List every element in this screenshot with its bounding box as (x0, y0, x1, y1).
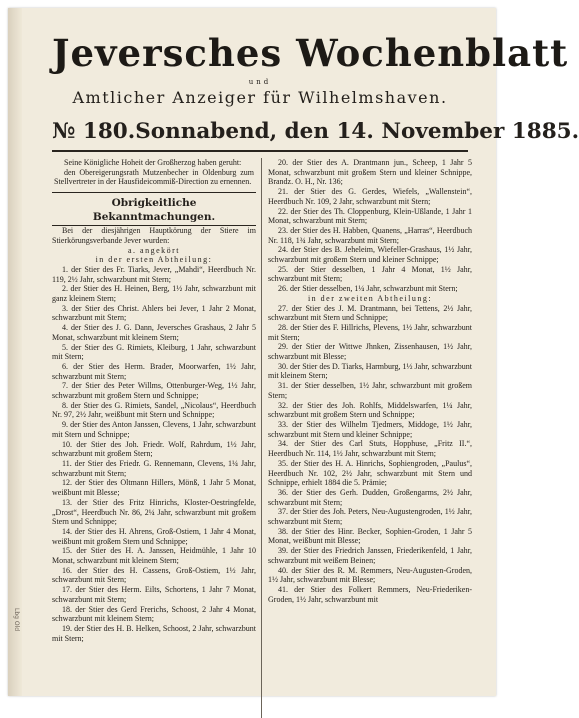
list-item: 21. der Stier des G. Gerdes, Wiefels, „Wallenstein“, Heerdbuch Nr. 109, 2 Jahr, schwarzbunt mit Stern; (268, 187, 472, 206)
notice-paragraph: Seine Königliche Hoheit der Großherzog haben geruht: (64, 158, 242, 167)
list-item: 8. der Stier des G. Rimiets, Sandel, „Nicolaus“, Heerdbuch Nr. 97, 2½ Jahr, weißbunt mit Stern und Schnippe; (52, 400, 256, 420)
list-item: 23. der Stier des H. Habben, Quanens, „Harras“, Heerdbuch Nr. 118, 1¾ Jahr, schwarzbunt mit Stern; (268, 225, 472, 245)
list-item: 17. der Stier des Herm. Eilts, Schortens, 1 Jahr 7 Monat, schwarzbunt mit Stern; (52, 585, 256, 604)
list-item: 3. der Stier des Christ. Ahlers bei Jever, 1 Jahr 2 Monat, schwarzbunt mit Stern; (52, 303, 256, 323)
subheading: in der ersten Abtheilung: (95, 255, 213, 265)
list-item: 31. der Stier desselben, 1½ Jahr, schwarzbunt mit großem Stern; (268, 381, 472, 400)
list-item: 41. der Stier des Folkert Remmers, Neu-Friederiken-Groden, 1½ Jahr, schwarzbunt mit (268, 584, 472, 604)
list-item: 18. der Stier des Gerd Frerichs, Schoost, 2 Jahr 4 Monat, schwarzbunt mit kleinem Stern; (52, 604, 256, 624)
section-title: Obrigkeitliche Bekanntmachungen. (52, 196, 256, 226)
list-item: 24. der Stier des B. Jeheleim, Wiefeller-Grashaus, 1½ Jahr, schwarzbunt mit großem Stern und kleiner Schnippe; (268, 245, 472, 265)
left-item-list (52, 265, 256, 643)
list-item: 35. der Stier des H. A. Hinrichs, Sophiengroden, „Paulus“, Heerdbuch Nr. 102, 2½ Jahr, schwarzbunt mit Stern und Schnippe, erhielt 1884 die 5. Prämie; (268, 458, 472, 488)
list-item: 34. der Stier des Carl Stuts, Hopphuse, „Fritz II.“, Heerdbuch Nr. 114, 1½ Jahr, schwarzbunt mit Stern; (268, 439, 472, 459)
list-item: 36. der Stier des Gerh. Dudden, Großengarms, 2½ Jahr, schwarzbunt mit Stern; (268, 487, 472, 507)
text-columns (52, 158, 472, 718)
list-item: 39. der Stier des Friedrich Janssen, Friederikenfeld, 1 Jahr, schwarzbunt mit weißem Beinen; (268, 546, 472, 565)
list-item: 15. der Stier des H. A. Janssen, Heidmühle, 1 Jahr 10 Monat, schwarzbunt mit kleinem Stern; (52, 546, 256, 566)
list-item: 26. der Stier desselben, 1¼ Jahr, schwarzbunt mit Stern; (278, 284, 458, 294)
masthead-subtitle: Amtlicher Anzeiger für Wilhelmshaven. (72, 88, 448, 107)
binding-edge (8, 8, 22, 696)
subheading: in der zweiten Abtheilung: (307, 293, 433, 303)
list-item: 19. der Stier des H. B. Helken, Schoost, 2 Jahr, schwarzbunt mit Stern; (52, 623, 256, 643)
list-item: 2. der Stier des H. Heinen, Berg, 1½ Jahr, schwarzbunt mit ganz kleinem Stern; (52, 284, 256, 304)
list-item: 13. der Stier des Fritz Hinrichs, Kloster-Oestringfelde, „Drost“, Heerdbuch Nr. 86, 2¼ Jahr, schwarzbunt mit großem Stern und Schnippe; (52, 497, 256, 527)
list-item: 25. der Stier desselben, 1 Jahr 4 Monat, 1½ Jahr, schwarzbunt mit Stern; (268, 264, 472, 284)
list-item: 5. der Stier des G. Rimiets, Kleiburg, 1 Jahr, schwarzbunt mit Stern; (52, 342, 256, 362)
list-item: 29. der Stier der Wittwe Jhnken, Zissenhausen, 1½ Jahr, schwarzbunt mit Blesse; (268, 342, 472, 362)
library-stamp: Lbg Old (13, 608, 20, 632)
list-item: 6. der Stier des Herm. Brader, Moorwarfen, 1½ Jahr, schwarzbunt mit Stern; (52, 361, 256, 381)
section-rule (52, 190, 256, 193)
list-item: 20. der Stier des A. Drantmann jun., Scheep, 1 Jahr 5 Monat, schwarzbunt mit großem Stern und kleiner Schnippe, Brandz. O. H., Nr. 136; (268, 158, 472, 187)
issue-date: Sonnabend, den 14. November 1885. (135, 118, 579, 144)
column-divider (261, 158, 262, 718)
list-item: 14. der Stier des H. Ahrens, Groß-Ostiem, 1 Jahr 4 Monat, weißbunt mit großem Stern und Schnippe; (52, 526, 256, 546)
list-item: 28. der Stier des F. Hillrichs, Plevens, 1½ Jahr, schwarzbunt mit Stern; (268, 322, 472, 342)
list-item: 7. der Stier des Peter Willms, Ottenburger-Weg, 1½ Jahr, schwarzbunt mit großem Stern und Schnippe; (52, 381, 256, 401)
section-intro: Bei der diesjährigen Hauptkörung der Stiere im Stierkörungsverbande Jever wurden: (52, 226, 256, 245)
list-item: 4. der Stier des J. G. Dann, Jeversches Grashaus, 2 Jahr 5 Monat, schwarzbunt mit kleinem Stern; (52, 323, 256, 342)
list-item: 33. der Stier des Wilhelm Tjedmers, Middoge, 1½ Jahr, schwarzbunt mit Stern und kleiner Schnippe; (268, 419, 472, 439)
list-item: 9. der Stier des Anton Janssen, Clevens, 1 Jahr, schwarzbunt mit Stern und Schnippe; (52, 420, 256, 439)
right-column (268, 158, 472, 718)
list-item: 16. der Stier des H. Cassens, Groß-Ostiem, 1½ Jahr, schwarzbunt mit Stern; (52, 565, 256, 585)
left-column (52, 158, 256, 718)
issue-number: № 180. (52, 118, 136, 144)
list-item: 27. der Stier des J. M. Drantmann, bei Tettens, 2½ Jahr, schwarzbunt mit Stern und Schnippe; (268, 303, 472, 323)
masthead-und: und (248, 78, 272, 86)
list-item: 37. der Stier des Joh. Peters, Neu-Augustengroden, 1½ Jahr, schwarzbunt mit Stern; (268, 507, 472, 527)
list-item: 40. der Stier des R. M. Remmers, Neu-Augusten-Groden, 1½ Jahr, schwarzbunt mit Blesse; (268, 565, 472, 585)
page-content (52, 30, 579, 718)
notice-paragraph: den Obereigerungsrath Mutzenbecher in Oldenburg zum Stellvertreter in der Hausfideicommiß-Direction zu ernennen. (54, 167, 254, 187)
newspaper-page (8, 8, 579, 696)
list-item: 22. der Stier des Th. Cloppenburg, Klein-Ußlande, 1 Jahr 1 Monat, schwarzbunt mit Stern; (268, 206, 472, 226)
list-item: 12. der Stier des Oltmann Hillers, Mönß, 1 Jahr 5 Monat, weißbunt mit Blesse; (52, 478, 256, 498)
court-notice (52, 158, 256, 187)
list-item: 32. der Stier des Joh. Rohlfs, Middelswarfen, 1¼ Jahr, schwarzbunt mit großem Stern und Schnippe; (268, 400, 472, 420)
subheading: a. angekört (127, 245, 181, 255)
list-item: 10. der Stier des Joh. Friedr. Wolf, Rahrdum, 1½ Jahr, schwarzbunt mit großem Stern; (52, 439, 256, 459)
masthead-title: Jeversches Wochenblatt (52, 31, 569, 75)
right-item-list-2 (268, 304, 472, 605)
issue-line (52, 112, 579, 152)
list-item: 30. der Stier des D. Tiarks, Harmburg, 1½ Jahr, schwarzbunt mit kleinem Stern; (268, 361, 472, 381)
list-item: 11. der Stier des Friedr. G. Rennemann, Clevens, 1¼ Jahr, schwarzbunt mit Stern; (52, 458, 256, 478)
right-item-list (268, 158, 472, 294)
list-item: 1. der Stier des Fr. Tiarks, Jever, „Mahdi“, Heerdbuch Nr. 119, 2½ Jahr, schwarzbunt mit Stern; (52, 264, 256, 284)
list-item: 38. der Stier des Hinr. Becker, Sophien-Groden, 1 Jahr 5 Monat, weißbunt mit Blesse; (268, 526, 472, 546)
